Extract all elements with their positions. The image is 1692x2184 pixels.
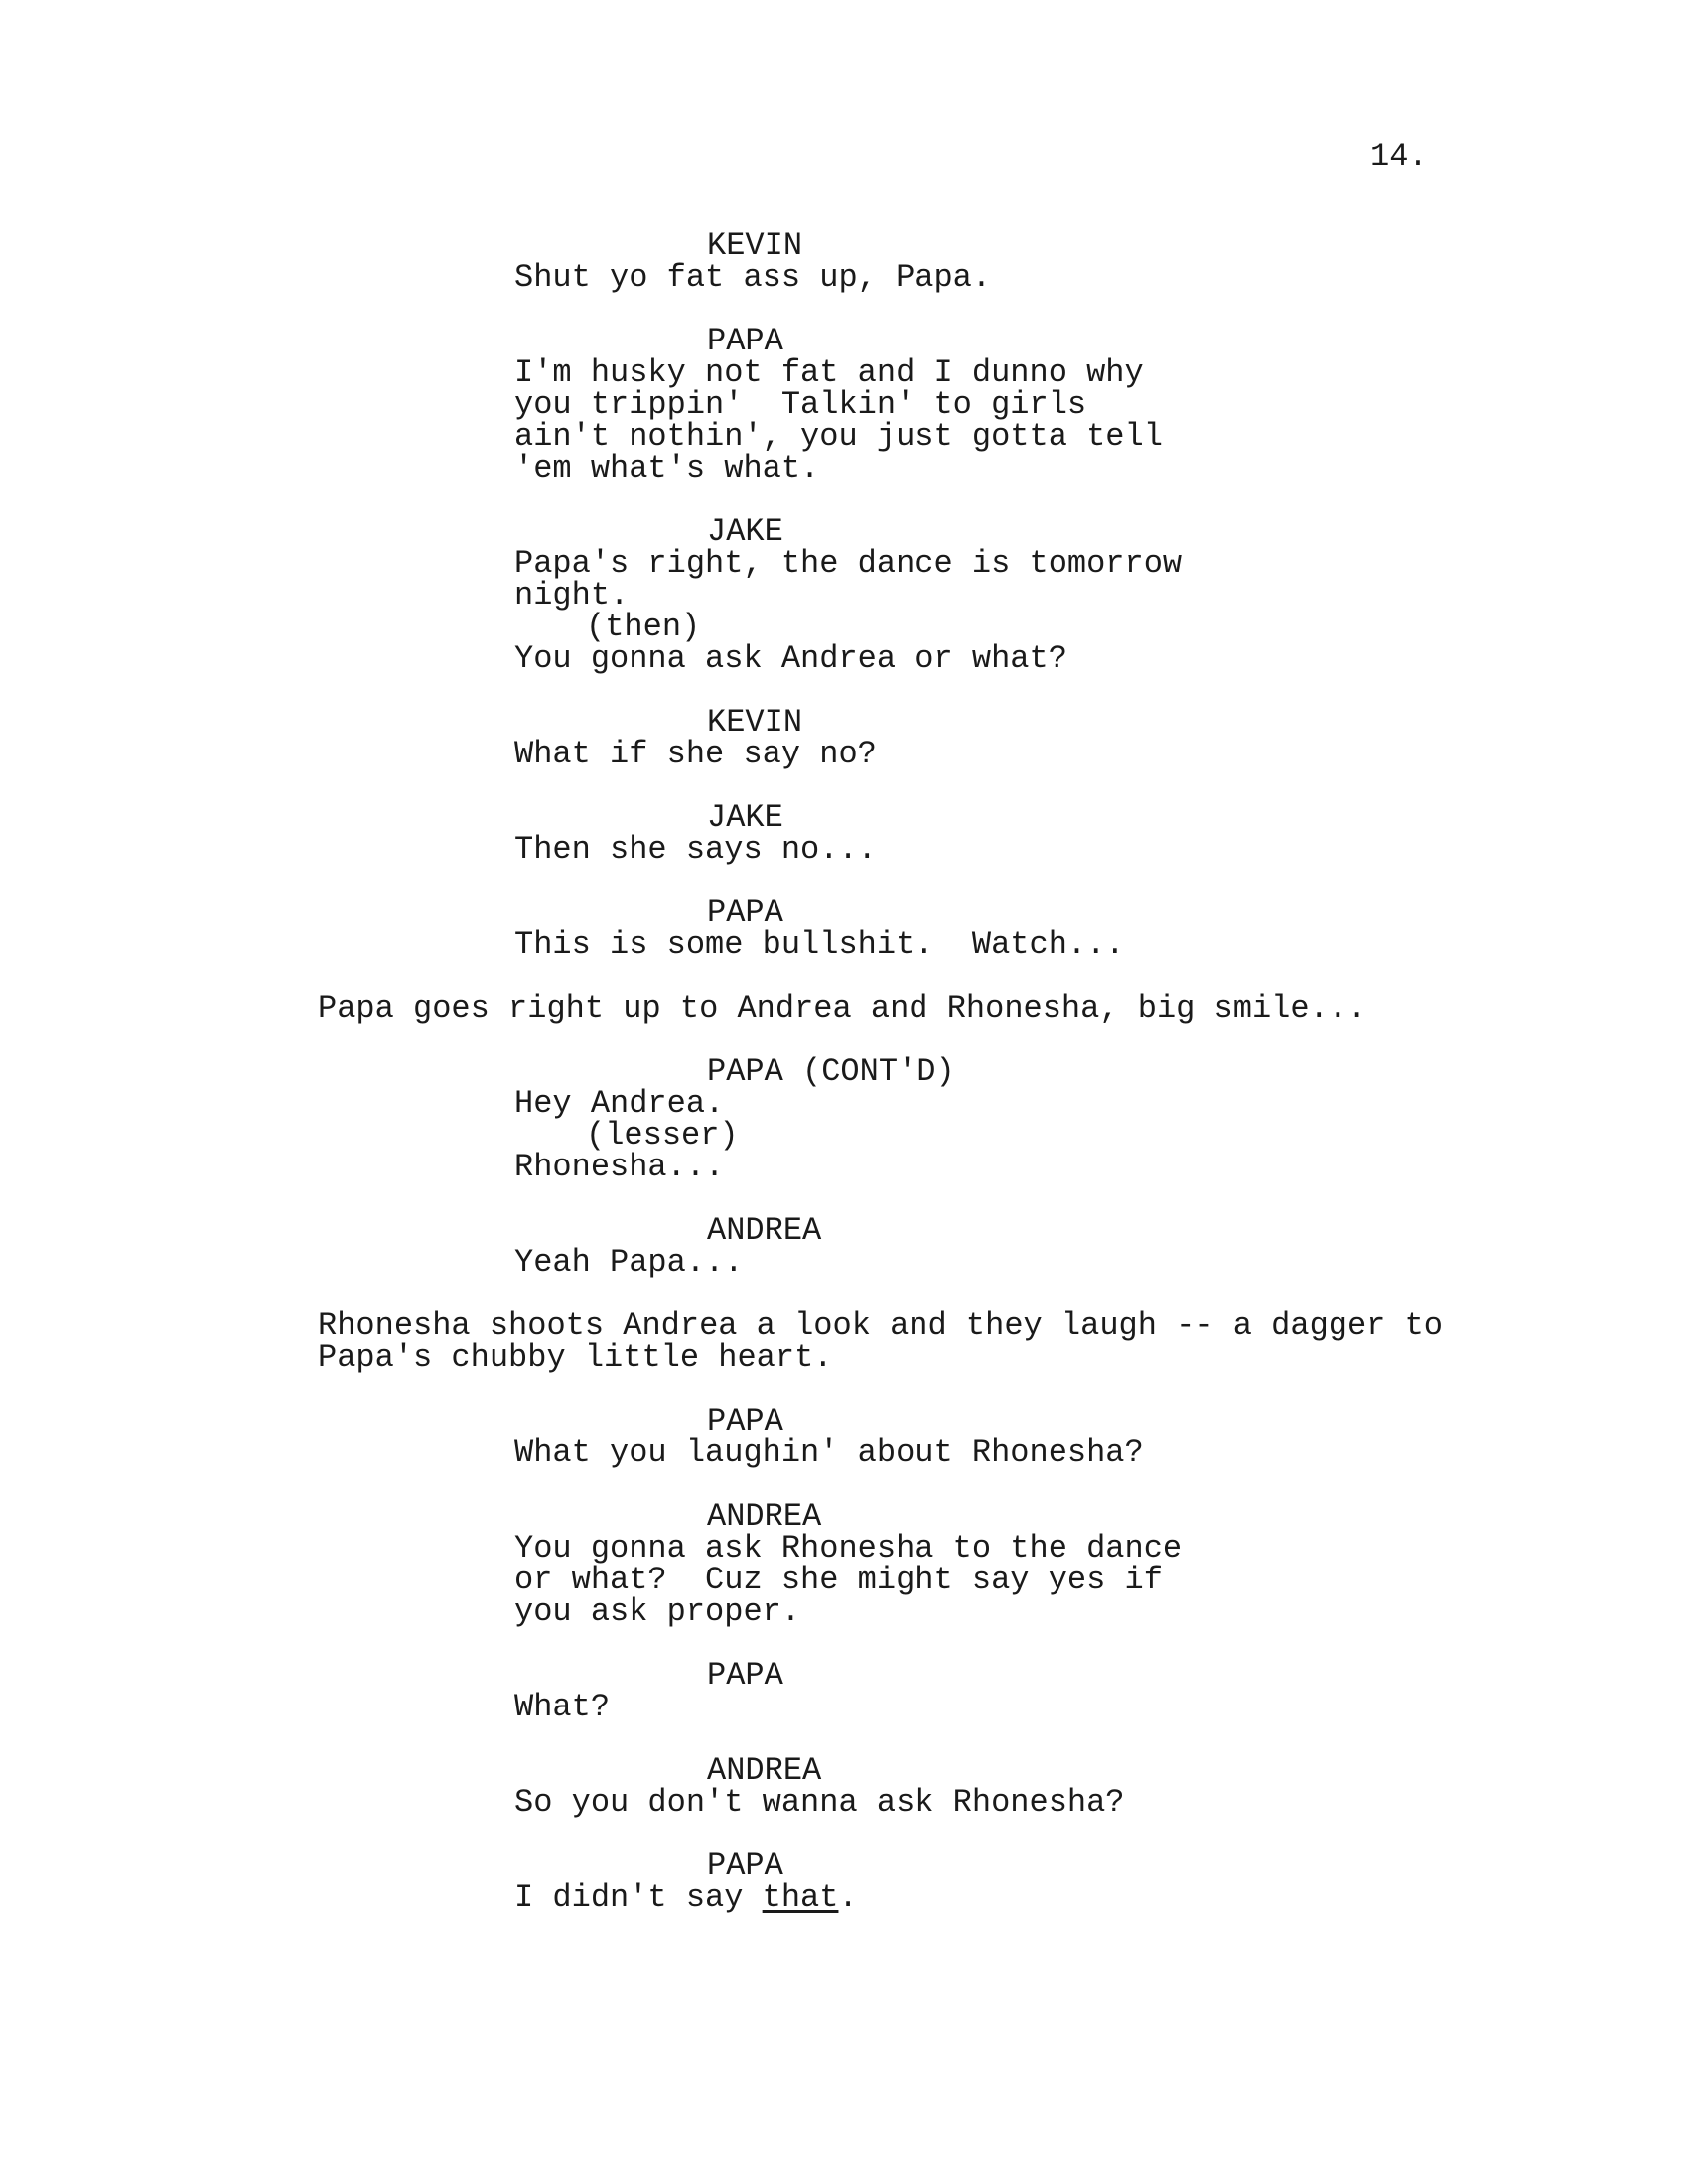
dialogue-block (0, 227, 1692, 296)
dialogue (0, 736, 1170, 772)
dialogue-line: you ask proper. (514, 1593, 801, 1630)
dialogue-block (0, 1657, 1692, 1725)
character-name: PAPA (CONT'D) (707, 1053, 955, 1090)
dialogue-line: You gonna ask Andrea or what? (514, 640, 1067, 677)
dialogue (0, 640, 1170, 677)
action-block (0, 1307, 1443, 1376)
dialogue-line: Papa's right, the dance is tomorrow (514, 545, 1183, 582)
dialogue (0, 1244, 1170, 1281)
dialogue-line: You gonna ask Rhonesha to the dance (514, 1530, 1183, 1567)
dialogue-line: 'em what's what. (514, 450, 820, 486)
character-name: ANDREA (707, 1498, 822, 1535)
dialogue-text: I didn't say (514, 1879, 763, 1916)
dialogue-text: . (838, 1879, 858, 1916)
dialogue-line: ain't nothin', you just gotta tell (514, 418, 1163, 455)
dialogue-block (0, 323, 1692, 486)
character-name: PAPA (707, 1657, 783, 1694)
dialogue-block (0, 1212, 1692, 1281)
dialogue-line: I'm husky not fat and I dunno why (514, 354, 1144, 391)
dialogue-line: you trippin' Talkin' to girls (514, 386, 1087, 423)
dialogue-block (0, 799, 1692, 868)
dialogue-line: What? (514, 1689, 611, 1725)
dialogue (0, 354, 1170, 486)
dialogue-block (0, 1498, 1692, 1630)
character-name: JAKE (707, 799, 783, 836)
dialogue (0, 1879, 1170, 1916)
dialogue-line: Hey Andrea. (514, 1085, 725, 1122)
character-name: PAPA (707, 1847, 783, 1884)
dialogue (0, 259, 1170, 296)
dialogue-block (0, 704, 1692, 772)
screenplay-body (0, 227, 1692, 1946)
dialogue (0, 1085, 1170, 1122)
character-name: PAPA (707, 1403, 783, 1439)
dialogue-line (514, 1879, 1170, 1916)
parenthetical: (then) (586, 609, 701, 645)
underlined-emphasis: that (762, 1879, 839, 1916)
dialogue-block (0, 1847, 1692, 1916)
parenthetical: (lesser) (586, 1117, 739, 1154)
dialogue-block (0, 513, 1692, 677)
dialogue (0, 1149, 1170, 1185)
dialogue-block (0, 894, 1692, 963)
character-name: KEVIN (707, 227, 803, 264)
dialogue-block (0, 1752, 1692, 1821)
dialogue-line: What you laughin' about Rhonesha? (514, 1434, 1144, 1471)
character-name: JAKE (707, 513, 783, 550)
action-line: Papa's chubby little heart. (318, 1339, 833, 1376)
dialogue (0, 1434, 1170, 1471)
dialogue-line: night. (514, 577, 630, 614)
dialogue (0, 1530, 1183, 1630)
dialogue-line: Shut yo fat ass up, Papa. (514, 259, 992, 296)
dialogue-block (0, 1053, 1692, 1185)
dialogue (0, 926, 1170, 963)
dialogue (0, 545, 1183, 614)
character-name: PAPA (707, 894, 783, 931)
dialogue-block (0, 1403, 1692, 1471)
dialogue (0, 1689, 1170, 1725)
dialogue (0, 831, 1170, 868)
dialogue-line: or what? Cuz she might say yes if (514, 1562, 1163, 1598)
action-block (0, 990, 1440, 1026)
character-name: ANDREA (707, 1752, 822, 1789)
dialogue-line: Yeah Papa... (514, 1244, 744, 1281)
character-name: ANDREA (707, 1212, 822, 1249)
dialogue-line: Rhonesha... (514, 1149, 725, 1185)
character-name: PAPA (707, 323, 783, 359)
dialogue-line: So you don't wanna ask Rhonesha? (514, 1784, 1125, 1821)
dialogue (0, 1784, 1170, 1821)
page-number: 14. (1370, 138, 1428, 175)
dialogue-line: What if she say no? (514, 736, 877, 772)
action-line: Papa goes right up to Andrea and Rhonesha, big smile... (318, 990, 1367, 1026)
action-line: Rhonesha shoots Andrea a look and they laugh -- a dagger to (318, 1307, 1443, 1344)
character-name: KEVIN (707, 704, 803, 741)
dialogue-line: This is some bullshit. Watch... (514, 926, 1125, 963)
dialogue-line: Then she says no... (514, 831, 877, 868)
